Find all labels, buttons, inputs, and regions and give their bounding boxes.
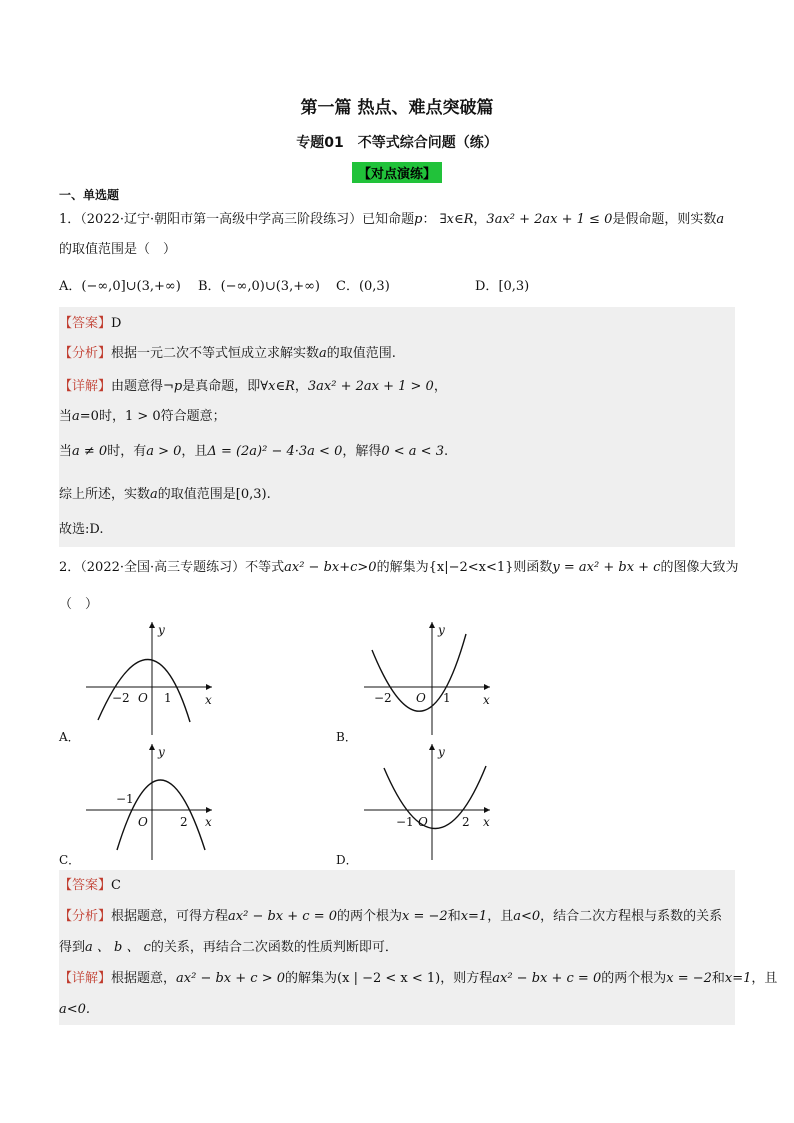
answer-value: D [111,316,122,331]
detail-forall: ∀x∈R [260,379,295,394]
case2-math3: Δ = (2a)² − 4·3a < 0 [207,444,343,459]
summary-math: [0,3) [235,487,267,502]
graph-a [86,622,212,735]
q1-stem-text2: 是假命题，则实数 [612,212,717,227]
root-label-right: 1 [164,691,172,705]
root-label-left: −2 [112,691,130,705]
y-label: y [158,745,165,759]
q1-stem-colon: ： [422,212,436,227]
detail-negp: ¬p [163,379,183,394]
q2-stem-math2: {x|−2<x<1} [428,560,514,575]
detail-inequality: 3ax² + 2ax + 1 > 0 [307,379,434,394]
q2-stem-text2: 的解集为 [376,560,429,575]
x-label: x [205,693,212,707]
x-axis-arrow [484,684,490,690]
y-axis-arrow [149,622,155,628]
q2-stem-text: 2．（2022·全国·高三专题练习）不等式 [59,560,285,575]
analysis-text: 根据题意，可得方程 [111,909,229,924]
option-math: (−∞,0]∪(3,+∞) [81,279,181,294]
analysis-text: 根据一元二次不等式恒成立求解实数 [111,346,320,361]
case1-text3: 符合题意； [160,409,226,424]
q1-stem-line2: 的取值范围是（ ） [59,242,177,257]
summary-text2: 的取值范围是 [157,487,236,502]
x-axis-arrow [206,684,212,690]
analysis-vars: a 、 b 、 c [85,940,151,955]
q2-stem-math3: y = ax² + bx + c [552,560,661,575]
q2-detail-line2: a<0. [59,1002,91,1017]
x-axis-arrow [484,807,490,813]
q2-answer [59,877,121,895]
root-label-left: −1 [396,815,414,829]
practice-tag-wrap [0,162,794,183]
q1-analysis [59,345,396,363]
case1-text: 当 [59,409,73,424]
x-label: x [205,815,212,829]
analysis-label: 【分析】 [59,909,112,924]
detail-label: 【详解】 [59,379,112,394]
y-axis-arrow [429,744,435,750]
graph-c-label: C． [59,853,81,867]
x-label: x [483,693,490,707]
case2-text: 当 [59,444,73,459]
summary-text3: . [266,487,271,502]
q1-stem-exists: ∃x∈R [439,212,474,227]
root-label-right: 2 [180,815,188,829]
case2-text2: 时，有 [107,444,147,459]
q1-option-d [475,278,529,296]
option-label: C． [336,279,359,294]
answer-label: 【答案】 [59,316,112,331]
q1-summary [59,486,271,504]
section-heading: 一、单选题 [59,188,120,202]
x-axis-arrow [206,807,212,813]
practice-tag: 【对点演练】 [352,162,442,183]
case2-text4: ，解得 [342,444,382,459]
q2-analysis-line1 [59,908,722,926]
page-title: 第一篇 热点、难点突破篇 [300,98,494,118]
y-axis-arrow [149,744,155,750]
analysis-text2: 的两个根为 [337,909,403,924]
x-label: x [483,815,490,829]
root-label-left: −1 [116,792,134,806]
q1-stem-comma: ， [473,212,487,227]
option-math: [0,3) [498,279,530,294]
analysis-text4: ，且 [487,909,514,924]
case2-math1: a ≠ 0 [72,444,108,459]
q1-stem-text: 1．（2022·辽宁·朝阳市第一高级中学高三阶段练习）已知命题 [59,212,415,227]
case2-math2: a > 0 [146,444,182,459]
case1-text2: =0时， [79,409,125,424]
q1-option-b [198,278,320,296]
root-label-right: 2 [462,815,470,829]
analysis-tail: 的取值范围. [326,346,396,361]
detail-math5: x=1 [724,971,752,986]
analysis-var: a [319,346,327,361]
analysis-line2-text2: 的关系，再结合二次函数的性质判断即可． [150,940,398,955]
option-math: (−∞,0)∪(3,+∞) [220,279,320,294]
y-label: y [158,623,165,637]
q2-stem-text4: 的图像大致为 [660,560,739,575]
detail-comma: ， [294,379,308,394]
option-label: D． [475,279,499,294]
detail-text4: 的两个根为 [601,971,667,986]
detail-text6: ，且 [751,971,778,986]
option-math: (0,3) [358,279,390,294]
analysis-text3: 和 [447,909,461,924]
detail-text: 由题意得 [111,379,164,394]
graph-b-label: B． [336,730,357,744]
detail-text2: 是真命题，即 [182,379,261,394]
detail-text5: 和 [711,971,725,986]
case2-math4: 0 < a < 3 [381,444,444,459]
detail-end: ， [433,379,447,394]
y-label: y [438,623,445,637]
q2-graphs [0,610,794,870]
detail-math3: ax² − bx + c = 0 [492,971,602,986]
root-label-left: −2 [374,691,392,705]
q1-detail [59,378,447,396]
origin-label: O [418,815,428,829]
q1-case1 [59,408,226,426]
analysis-math4: a<0 [513,909,541,924]
page-subtitle: 专题01 不等式综合问题（练） [296,135,498,151]
q1-choice: 故选:D. [59,522,104,537]
case2-text5: . [443,444,449,459]
graph-b [364,622,490,735]
summary-var: a [150,487,158,502]
q2-analysis-line2 [59,939,398,957]
graph-a-label: A． [59,730,80,744]
graph-d [364,744,490,860]
q1-answer-block [59,307,735,547]
q1-option-a [59,278,181,296]
detail-math1: ax² − bx + c > 0 [176,971,286,986]
answer-label: 【答案】 [59,878,112,893]
q2-stem-math1: ax² − bx+c>0 [284,560,377,575]
q2-stem-text3: 则函数 [513,560,553,575]
analysis-line2-text: 得到 [59,940,86,955]
detail-text3: ，则方程 [440,971,493,986]
q1-stem-inequality: 3ax² + 2ax + 1 ≤ 0 [486,212,613,227]
analysis-math2: x = −2 [402,909,448,924]
y-label: y [438,745,445,759]
q2-stem-line1 [59,559,738,577]
detail-math2: (x | −2 < x < 1) [337,971,441,986]
q1-case2 [59,443,448,461]
option-label: A． [59,279,82,294]
summary-text: 综上所述，实数 [59,487,151,502]
case2-text3: ，且 [181,444,208,459]
origin-label: O [138,815,148,829]
analysis-text5: ，结合二次方程根与系数的关系 [540,909,723,924]
q2-detail-line1 [59,970,777,988]
parabola [117,780,205,850]
analysis-math1: ax² − bx + c = 0 [228,909,338,924]
q1-answer [59,315,121,333]
origin-label: O [138,691,148,705]
y-axis-arrow [429,622,435,628]
analysis-label: 【分析】 [59,346,112,361]
graph-c [86,744,212,860]
detail-math4: x = −2 [666,971,712,986]
q1-stem-p: p [414,212,423,227]
q1-stem-line1 [59,211,724,229]
root-label-right: 1 [443,691,451,705]
q2-stem-line2: （ ） [59,597,99,612]
q1-option-c [336,278,390,296]
case1-math: 1 > 0 [124,409,161,424]
graph-d-label: D． [336,853,358,867]
detail-label: 【详解】 [59,971,112,986]
q1-stem-a: a [716,212,725,227]
answer-value: C [111,878,121,893]
case1-var: a [72,409,80,424]
detail-text2: 的解集为 [285,971,338,986]
option-label: B． [198,279,221,294]
detail-text: 根据题意， [111,971,177,986]
analysis-math3: x=1 [460,909,488,924]
origin-label: O [416,691,426,705]
